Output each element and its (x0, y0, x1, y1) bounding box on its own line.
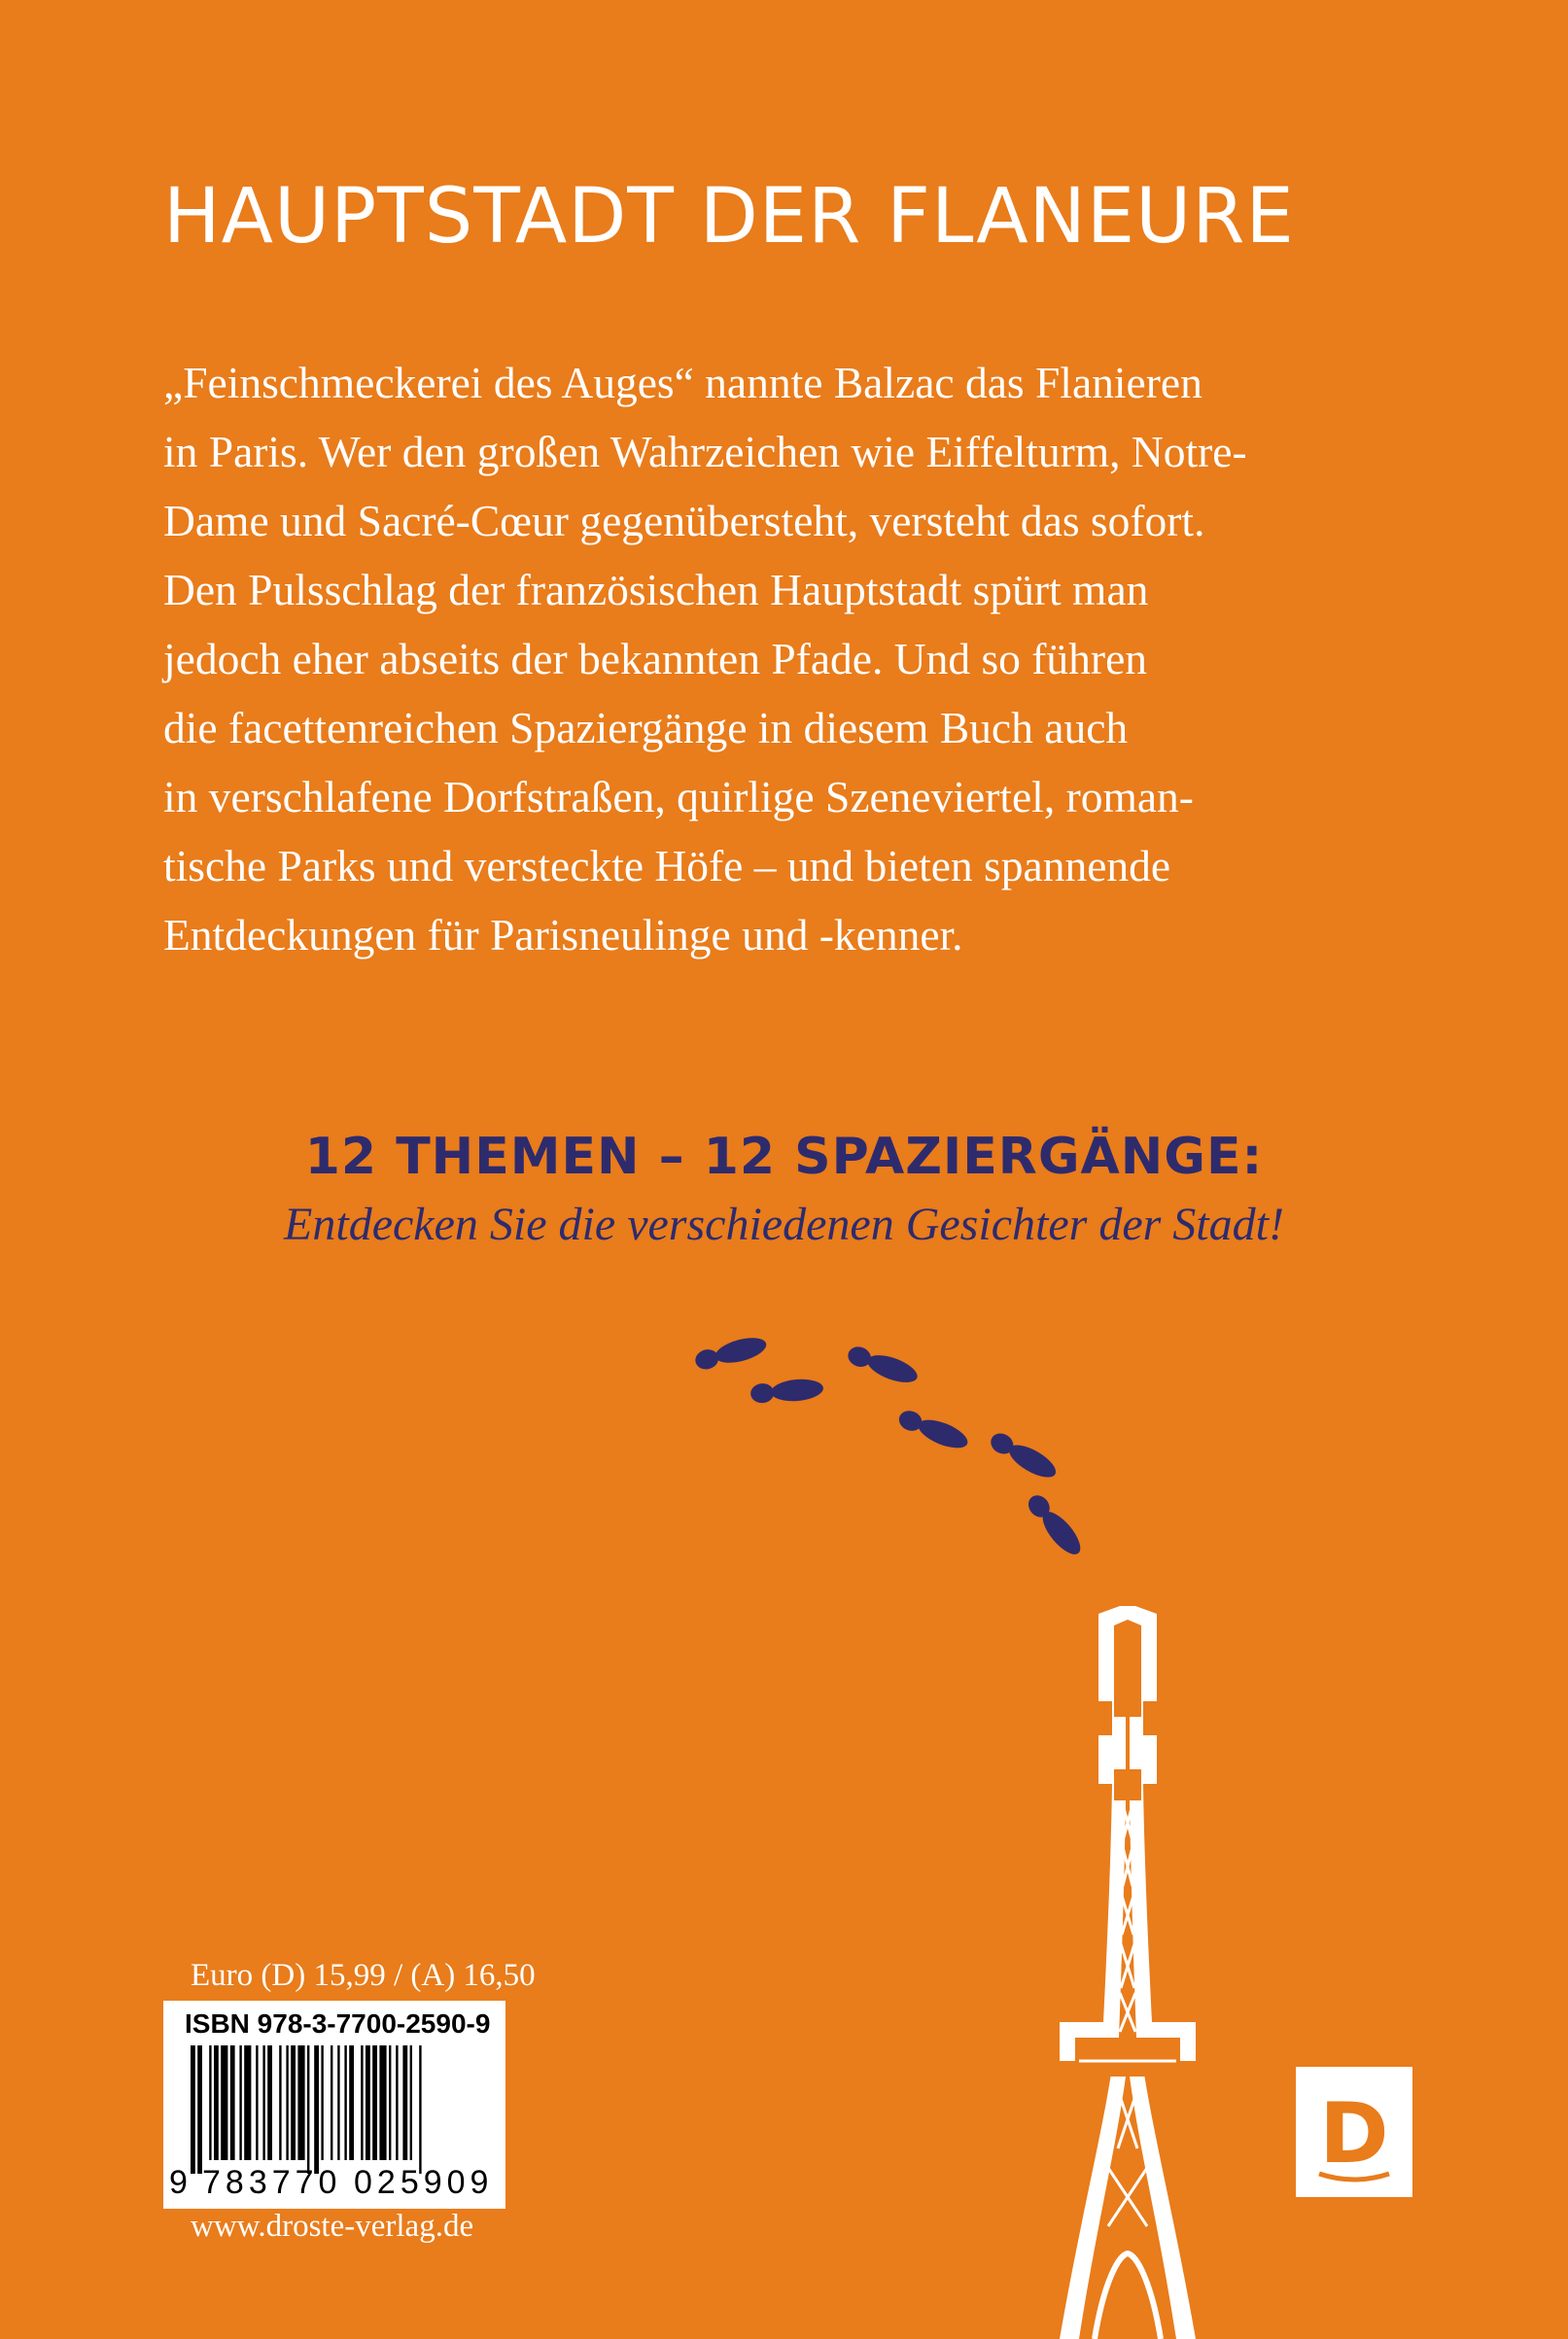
blurb-line: in verschlafene Dorfstraßen, quirlige Szeneviertel, roman- (163, 772, 1194, 821)
barcode-left-group: 783770 (202, 2164, 342, 2201)
logo-mark (1296, 2067, 1412, 2197)
blurb-line: „Feinschmeckerei des Auges“ nannte Balzac das Flanieren (163, 358, 1202, 407)
blurb-line: in Paris. Wer den großen Wahrzeichen wie Eiffelturm, Notre- (163, 427, 1247, 476)
blurb-line: jedoch eher abseits der bekannten Pfade. Und so führen (163, 634, 1148, 683)
blurb-line: die facettenreichen Spaziergänge in diesem Buch auch (163, 703, 1129, 752)
barcode-right-group: 025909 (354, 2164, 494, 2201)
cover-title: HAUPTSTADT DER FLANEURE (163, 173, 1295, 261)
blurb-line: tische Parks und versteckte Höfe – und bieten spannende (163, 841, 1171, 890)
droste-d-logo-icon (1296, 2067, 1412, 2197)
eiffel-tower-icon (904, 1604, 1351, 2339)
publisher-url: www.droste-verlag.de (191, 2209, 474, 2244)
blurb-line: Den Pulsschlag der französischen Hauptstadt spürt man (163, 565, 1149, 614)
footprints-icon (661, 1322, 1108, 1585)
blurb-text (163, 348, 1398, 969)
barcode-first-digit: 9 (169, 2164, 192, 2201)
price-label: Euro (D) 15,99 / (A) 16,50 (191, 1958, 536, 1993)
logo-letter: D (1319, 2085, 1389, 2182)
tagline: Entdecken Sie die verschiedenen Gesichter der Stadt! (284, 1199, 1284, 1250)
blurb-line: Dame und Sacré-Cœur gegenübersteht, versteht das sofort. (163, 496, 1205, 545)
blurb-line: Entdeckungen für Parisneulinge und -kenner. (163, 910, 963, 960)
subheading: 12 THEMEN – 12 SPAZIERGÄNGE: (304, 1128, 1264, 1186)
isbn-barcode (163, 2001, 505, 2209)
isbn-label: ISBN 978-3-7700-2590-9 (185, 2008, 491, 2039)
